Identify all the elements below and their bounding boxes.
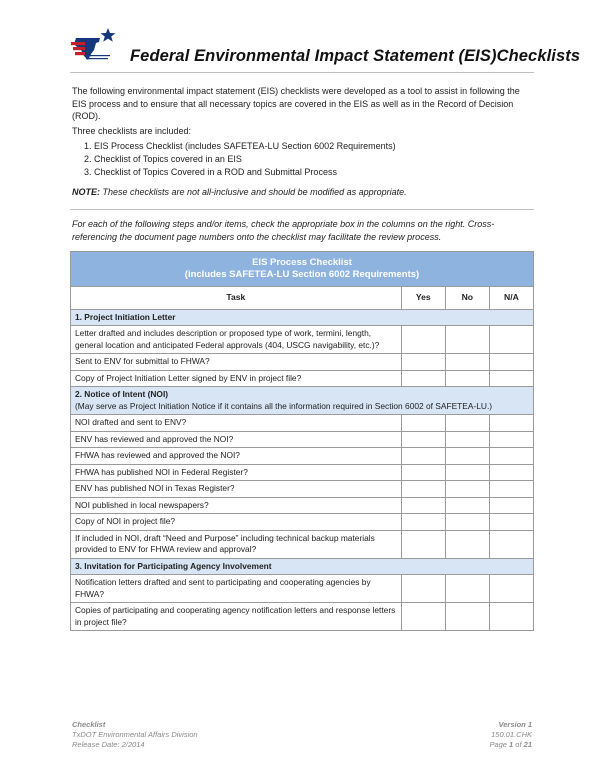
section-title: 1. Project Initiation Letter — [75, 311, 176, 322]
table-row — [71, 464, 534, 481]
column-header-yes: Yes — [401, 287, 445, 310]
checkbox-no[interactable] — [445, 326, 489, 354]
logo-star-icon — [101, 28, 116, 42]
checklist-list — [84, 140, 396, 179]
table-row — [71, 448, 534, 465]
checkbox-na[interactable] — [489, 370, 533, 387]
checkbox-na[interactable] — [489, 354, 533, 371]
task-cell: Sent to ENV for submittal to FHWA? — [71, 354, 402, 371]
checkbox-na[interactable] — [489, 530, 533, 558]
page-title: Federal Environmental Impact Statement (EIS)Checklists — [130, 47, 581, 65]
checkbox-yes[interactable] — [401, 370, 445, 387]
table-row — [71, 514, 534, 531]
column-header-no: No — [445, 287, 489, 310]
instructions-paragraph: For each of the following steps and/or items, check the appropriate box in the columns on the right. Cross-referencing the document page numbers onto the checklist may facilitate the review process. — [72, 219, 495, 242]
section-row — [71, 558, 534, 575]
checkbox-no[interactable] — [445, 603, 489, 631]
checkbox-na[interactable] — [489, 431, 533, 448]
checkbox-no[interactable] — [445, 354, 489, 371]
table-title-line2: (includes SAFETEA-LU Section 6002 Requirements) — [184, 269, 420, 280]
checkbox-na[interactable] — [489, 497, 533, 514]
task-cell: Letter drafted and includes description or proposed type of work, termini, length, general location and anticipated Federal approvals (404, USCG navigability, etc.)? — [71, 326, 402, 354]
footer-page: Page 1 of 21 — [489, 740, 532, 749]
checkbox-yes[interactable] — [401, 603, 445, 631]
list-item: 1. EIS Process Checklist (includes SAFETEA-LU Section 6002 Requirements) — [84, 141, 396, 151]
checkbox-na[interactable] — [489, 603, 533, 631]
footer-division: TxDOT Environmental Affairs Division — [72, 730, 198, 739]
footer-release-date: Release Date: 2/2014 — [72, 740, 145, 749]
footer-left — [72, 720, 198, 750]
table-row — [71, 431, 534, 448]
table-row — [71, 575, 534, 603]
checkbox-na[interactable] — [489, 514, 533, 531]
eis-process-checklist-table — [70, 251, 534, 631]
three-checklists-label: Three checklists are included: — [72, 126, 192, 136]
checkbox-na[interactable] — [489, 326, 533, 354]
checkbox-no[interactable] — [445, 575, 489, 603]
task-cell: ENV has published NOI in Texas Register? — [71, 481, 402, 498]
column-header-row — [71, 287, 534, 310]
table-title — [71, 252, 534, 287]
footer-right — [489, 720, 532, 750]
checkbox-yes[interactable] — [401, 575, 445, 603]
checkbox-yes[interactable] — [401, 530, 445, 558]
footer-doc-type: Checklist — [72, 720, 106, 729]
section-subtitle: (May serve as Project Initiation Notice if it contains all the information required in Section 6002 of SAFETEA-LU.) — [75, 400, 493, 411]
intro-paragraph: The following environmental impact statement (EIS) checklists were developed as a tool to assist in following the EIS process and to ensure that all necessary topics are covered in the EIS as well as in the Record of Decision (ROD). — [72, 86, 520, 121]
checkbox-no[interactable] — [445, 415, 489, 432]
table-row — [71, 497, 534, 514]
table-row — [71, 481, 534, 498]
section-header-cell — [71, 309, 534, 326]
note-text: These checklists are not all-inclusive and should be modified as appropriate. — [100, 187, 407, 197]
checkbox-na[interactable] — [489, 448, 533, 465]
note-paragraph — [72, 186, 532, 199]
checkbox-no[interactable] — [445, 481, 489, 498]
task-cell: Copy of Project Initiation Letter signed by ENV in project file? — [71, 370, 402, 387]
checkbox-yes[interactable] — [401, 415, 445, 432]
checkbox-no[interactable] — [445, 448, 489, 465]
checkbox-no[interactable] — [445, 431, 489, 448]
checkbox-no[interactable] — [445, 464, 489, 481]
section-header-cell — [71, 387, 534, 415]
checkbox-yes[interactable] — [401, 326, 445, 354]
footer-version: Version 1 — [498, 720, 532, 729]
section-header-cell — [71, 558, 534, 575]
checkbox-yes[interactable] — [401, 464, 445, 481]
column-header-na: N/A — [489, 287, 533, 310]
task-cell: Notification letters drafted and sent to participating and cooperating agencies by FHWA? — [71, 575, 402, 603]
checkbox-yes[interactable] — [401, 481, 445, 498]
checkbox-na[interactable] — [489, 575, 533, 603]
checkbox-no[interactable] — [445, 530, 489, 558]
checkbox-no[interactable] — [445, 514, 489, 531]
table-row — [71, 370, 534, 387]
section-title: 3. Invitation for Participating Agency Involvement — [75, 560, 272, 571]
note-label: NOTE: — [72, 187, 100, 197]
section-title: 2. Notice of Intent (NOI) — [75, 389, 169, 399]
task-cell: NOI published in local newspapers? — [71, 497, 402, 514]
task-cell: Copy of NOI in project file? — [71, 514, 402, 531]
checkbox-yes[interactable] — [401, 354, 445, 371]
txdot-logo — [70, 28, 116, 62]
table-row — [71, 603, 534, 631]
checkbox-yes[interactable] — [401, 431, 445, 448]
header-divider — [70, 72, 534, 73]
section-row — [71, 387, 534, 415]
column-header-task: Task — [71, 287, 402, 310]
table-row — [71, 354, 534, 371]
checkbox-na[interactable] — [489, 415, 533, 432]
task-cell: Copies of participating and cooperating agency notification letters and response letters in project file? — [71, 603, 402, 631]
section-row — [71, 309, 534, 326]
list-item: 3. Checklist of Topics Covered in a ROD and Submittal Process — [84, 167, 337, 177]
section-divider — [70, 209, 534, 210]
table-row — [71, 326, 534, 354]
checkbox-na[interactable] — [489, 481, 533, 498]
checkbox-no[interactable] — [445, 497, 489, 514]
task-cell: FHWA has published NOI in Federal Register? — [71, 464, 402, 481]
checkbox-na[interactable] — [489, 464, 533, 481]
list-item: 2. Checklist of Topics covered in an EIS — [84, 154, 242, 164]
task-cell: If included in NOI, draft “Need and Purpose” including technical backup materials provided to ENV for FHWA review and approval? — [71, 530, 402, 558]
task-cell: FHWA has reviewed and approved the NOI? — [71, 448, 402, 465]
table-row — [71, 415, 534, 432]
table-row — [71, 530, 534, 558]
task-cell: NOI drafted and sent to ENV? — [71, 415, 402, 432]
table-title-line1: EIS Process Checklist — [252, 257, 352, 268]
footer-code: 150.01.CHK — [491, 730, 532, 739]
checkbox-no[interactable] — [445, 370, 489, 387]
task-cell: ENV has reviewed and approved the NOI? — [71, 431, 402, 448]
checkbox-yes[interactable] — [401, 514, 445, 531]
checkbox-yes[interactable] — [401, 497, 445, 514]
checkbox-yes[interactable] — [401, 448, 445, 465]
